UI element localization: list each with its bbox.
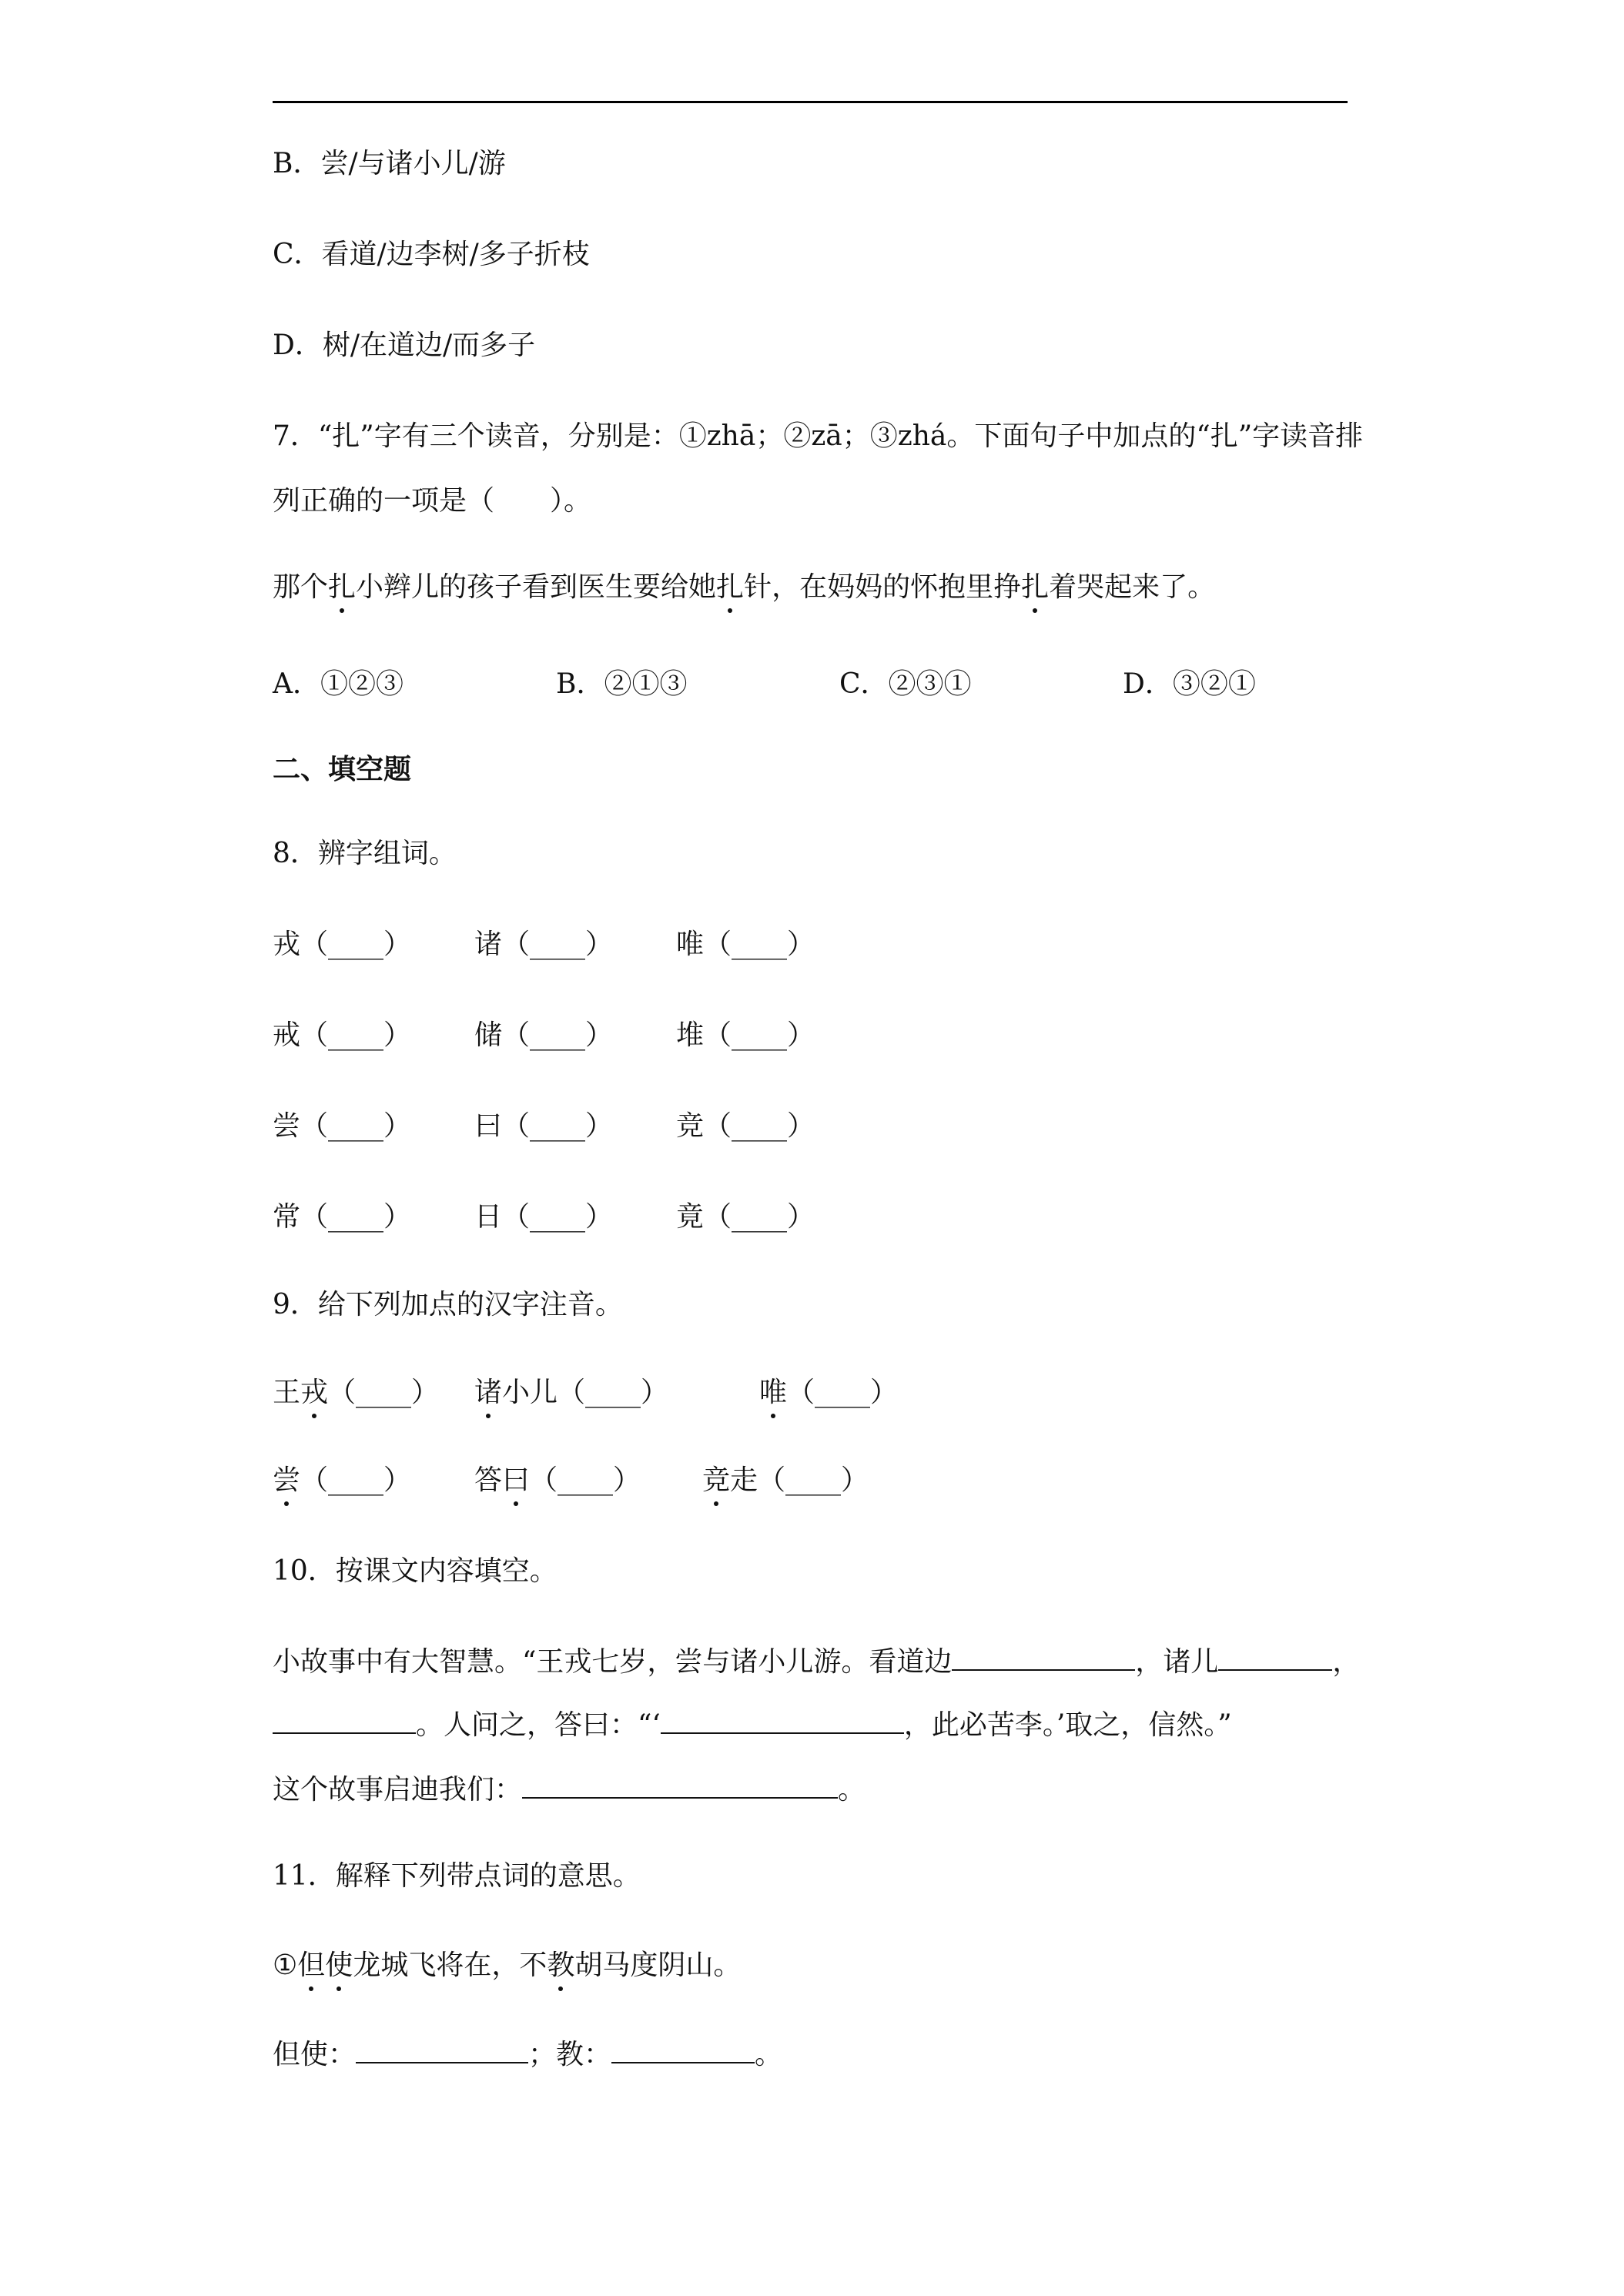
dotted-char: 诸	[474, 1375, 502, 1411]
q10-title: 10．按课文内容填空。	[273, 1555, 558, 1587]
q9-item	[474, 1375, 668, 1411]
q7-line1: 7．“扎”字有三个读音，分别是：①zhā；②zā；③zhá。下面句子中加点的“扎”字读音排	[273, 420, 1364, 452]
text-segment: 小故事中有大智慧。“王戎七岁，尝与诸小儿游。看道边	[273, 1646, 953, 1678]
q8-item: 戒（____）	[273, 1019, 412, 1051]
option-b-prev: B．尝/与诸小儿/游	[273, 148, 506, 179]
text-segment: 王	[273, 1377, 301, 1408]
text-segment: 小儿（____）	[502, 1377, 669, 1408]
q10-line1	[273, 1643, 1360, 1680]
dotted-char: 使	[325, 1948, 353, 1983]
q7-option-d: D．③②①	[1123, 668, 1256, 700]
answer-blank[interactable]	[952, 1643, 1135, 1671]
dotted-char: 尝	[273, 1463, 300, 1498]
q8-item: 日（____）	[474, 1201, 614, 1233]
text-segment: 但使：	[273, 2039, 357, 2070]
q9-item	[273, 1463, 411, 1498]
text-segment: （____）	[328, 1377, 440, 1408]
q10-line3	[273, 1771, 866, 1808]
q8-item: 常（____）	[273, 1201, 412, 1233]
dotted-char: 扎	[716, 570, 744, 605]
dotted-char: 唯	[759, 1375, 787, 1411]
q9-title: 9．给下列加点的汉字注音。	[273, 1289, 623, 1320]
dotted-char: 但	[297, 1948, 325, 1983]
q7-sentence	[273, 570, 1215, 605]
q9-item	[759, 1375, 898, 1411]
q7-option-b: B．②①③	[556, 668, 688, 700]
text-segment: 。人问之，答曰：“‘	[416, 1709, 661, 1741]
q9-item	[273, 1375, 439, 1411]
q9-item	[702, 1463, 869, 1498]
q9-item	[474, 1463, 641, 1498]
text-segment: ，此必苦李。’取之，信然。”	[903, 1709, 1232, 1741]
q8-item: 竟（____）	[676, 1201, 815, 1233]
dotted-char: 竞	[702, 1463, 730, 1498]
text-segment: 。	[755, 2039, 783, 2070]
q10-line2	[273, 1706, 1232, 1743]
answer-blank[interactable]	[611, 2036, 755, 2063]
answer-blank[interactable]	[1218, 1643, 1332, 1671]
q8-item: 诸（____）	[474, 929, 614, 960]
text-segment: 。	[838, 1774, 866, 1806]
text-segment: 这个故事启迪我们：	[273, 1774, 523, 1806]
dotted-char: 戎	[300, 1375, 328, 1411]
option-c-prev: C．看道/边李树/多子折枝	[273, 239, 590, 270]
section-title: 二、填空题	[273, 753, 412, 785]
text-segment: （____）	[787, 1377, 899, 1408]
text-segment: ①	[273, 1950, 298, 1981]
text-segment: （____）	[300, 1464, 412, 1496]
text-segment: 小辫儿的孩子看到医生要给她	[356, 571, 717, 603]
text-segment: 胡马度阴山。	[574, 1950, 742, 1981]
text-segment: ，	[1332, 1646, 1361, 1678]
q8-item: 尝（____）	[273, 1110, 412, 1142]
option-d-prev: D．树/在道边/而多子	[273, 330, 536, 361]
header-rule	[273, 101, 1348, 103]
q8-item: 曰（____）	[474, 1110, 614, 1142]
q11-title: 11．解释下列带点词的意思。	[273, 1860, 641, 1892]
text-segment: 针，在妈妈的怀抱里挣	[744, 571, 1022, 603]
q11-line1	[273, 1948, 741, 1983]
answer-blank[interactable]	[356, 2036, 528, 2063]
dotted-char: 扎	[1021, 570, 1049, 605]
text-segment: 走（____）	[730, 1464, 869, 1496]
q8-item: 唯（____）	[676, 929, 815, 960]
text-segment: 那个	[273, 571, 329, 603]
answer-blank[interactable]	[522, 1771, 838, 1799]
text-segment: 答	[474, 1464, 503, 1496]
text-segment: ；教：	[528, 2039, 612, 2070]
text-segment: 龙城飞将在，不	[353, 1950, 547, 1981]
q8-item: 堆（____）	[676, 1019, 815, 1051]
text-segment: （____）	[530, 1464, 641, 1496]
q7-line2: 列正确的一项是（ ）。	[273, 485, 592, 517]
answer-blank[interactable]	[273, 1706, 416, 1734]
q8-item: 戎（____）	[273, 929, 412, 960]
dotted-char: 教	[547, 1948, 574, 1983]
q11-line2	[273, 2036, 782, 2073]
q8-title: 8．辨字组词。	[273, 838, 457, 869]
q8-item: 储（____）	[474, 1019, 614, 1051]
q8-item: 竞（____）	[676, 1110, 815, 1142]
dotted-char: 曰	[502, 1463, 530, 1498]
text-segment: ，诸儿	[1135, 1646, 1219, 1678]
text-segment: 着哭起来了。	[1049, 571, 1216, 603]
q7-option-c: C．②③①	[839, 668, 972, 700]
dotted-char: 扎	[328, 570, 356, 605]
q7-option-a: A．①②③	[273, 668, 403, 700]
answer-blank[interactable]	[661, 1706, 904, 1734]
